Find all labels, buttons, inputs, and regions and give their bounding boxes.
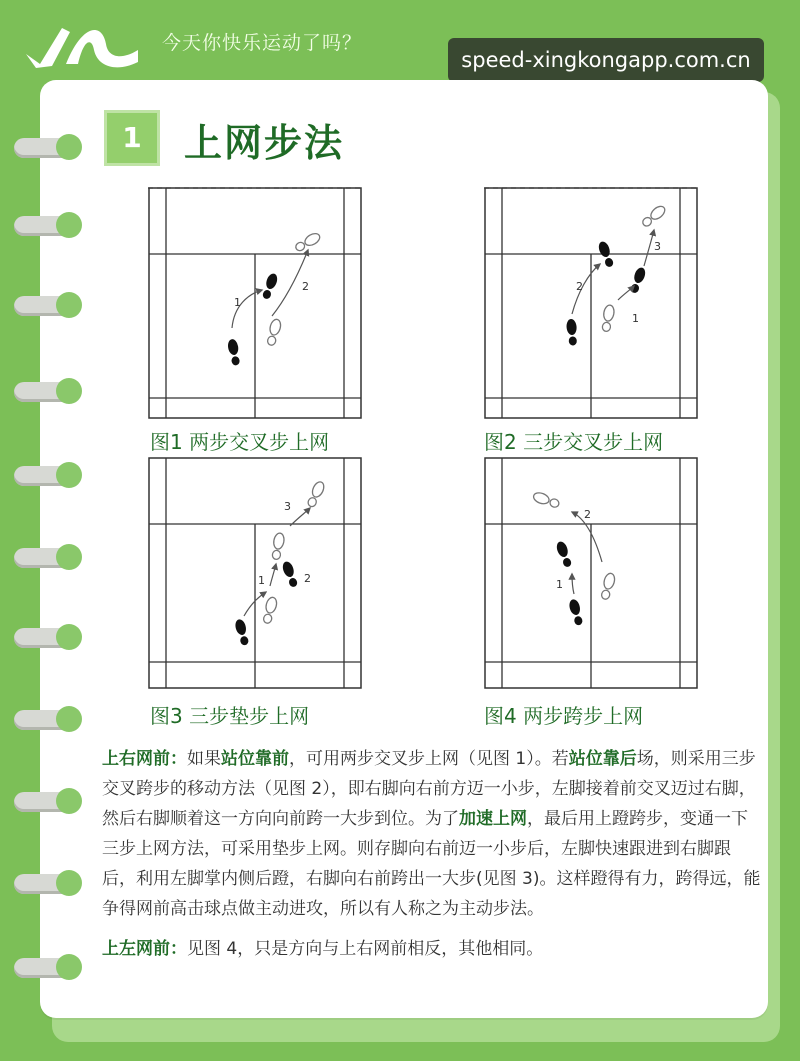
foot-black-icon	[281, 560, 299, 588]
foot-white-icon	[640, 204, 667, 229]
figure-4-caption: 图4 两步跨步上网	[484, 704, 644, 728]
step-label: 1	[556, 578, 563, 591]
binder-ring	[14, 138, 80, 158]
figure-2-caption: 图2 三步交叉步上网	[484, 430, 664, 454]
foot-black-icon	[227, 338, 241, 366]
step-label: 3	[284, 500, 291, 513]
tagline: 今天你快乐运动了吗？	[162, 32, 363, 54]
step-label: 1	[258, 574, 265, 587]
binder-ring	[14, 874, 80, 894]
figure-1-caption: 图1 两步交叉步上网	[150, 430, 330, 454]
watermark-url: speed-xingkongapp.com.cn	[448, 38, 764, 82]
paragraph-right-net: 上右网前：如果站位靠前，可用两步交叉步上网（见图 1）。若站位靠后场，则采用三步交叉跨步的移动方法（见图 2），即右脚向右前方迈一小步，左脚接着前交叉迈过右脚，然后右脚顺着这一方向向前跨一大步到位。为了加速上网，最后用上蹬跨步，变通一下三步上网方法，可采用垫步上网。则存脚向右前迈一小步后，左脚快速跟进到右脚跟后，利用左脚掌内侧后蹬，右脚向右前跨出一大步(见图 3)。这样蹬得有力，跨得远，能争得网前高击球点做主动进攻，所以有人称之为主动步法。	[102, 749, 761, 919]
figure-3-diagram	[148, 456, 362, 692]
binder-ring	[14, 958, 80, 978]
binder-ring	[14, 216, 80, 236]
brand-logo-icon	[22, 14, 142, 70]
foot-white-icon	[294, 231, 322, 253]
foot-black-icon	[566, 319, 578, 346]
foot-black-icon	[555, 540, 573, 568]
paragraph-left-net: 上左网前：见图 4，只是方向与上右网前相反，其他相同。	[102, 939, 544, 959]
step-label: 3	[654, 240, 661, 253]
foot-black-icon	[234, 618, 251, 646]
section-title: 上网步法	[184, 121, 345, 165]
figure-3-caption: 图3 三步垫步上网	[150, 704, 310, 728]
step-label: 2	[304, 572, 311, 585]
step-label: 2	[302, 280, 309, 293]
highlight-text: 站位靠前	[221, 749, 289, 769]
foot-white-icon	[532, 491, 560, 509]
foot-black-icon	[568, 598, 585, 626]
foot-white-icon	[262, 596, 279, 624]
highlight-text: 站位靠后	[568, 749, 637, 769]
paragraph-lead: 上左网前：	[102, 939, 187, 959]
step-label: 1	[234, 296, 241, 309]
binder-ring	[14, 628, 80, 648]
foot-black-icon	[629, 266, 647, 294]
step-label: 2	[576, 280, 583, 293]
binder-ring	[14, 296, 80, 316]
figure-2-diagram	[484, 186, 698, 422]
binder-ring	[14, 792, 80, 812]
highlight-text: 加速上网	[459, 809, 527, 829]
foot-black-icon	[261, 272, 279, 300]
foot-white-icon	[600, 572, 617, 600]
step-label: 2	[584, 508, 591, 521]
binder-ring	[14, 466, 80, 486]
body-text	[102, 744, 764, 974]
foot-white-icon	[601, 304, 615, 332]
foot-white-icon	[266, 318, 283, 346]
figure-1-diagram	[148, 186, 362, 422]
binder-ring	[14, 710, 80, 730]
foot-white-icon	[271, 532, 285, 560]
binder-ring	[14, 548, 80, 568]
figure-4-diagram	[484, 456, 698, 692]
paragraph-lead: 上右网前：	[102, 749, 187, 769]
foot-white-icon	[306, 480, 326, 508]
binder-ring	[14, 382, 80, 402]
step-label: 1	[632, 312, 639, 325]
section-number-badge: 1	[104, 110, 160, 166]
